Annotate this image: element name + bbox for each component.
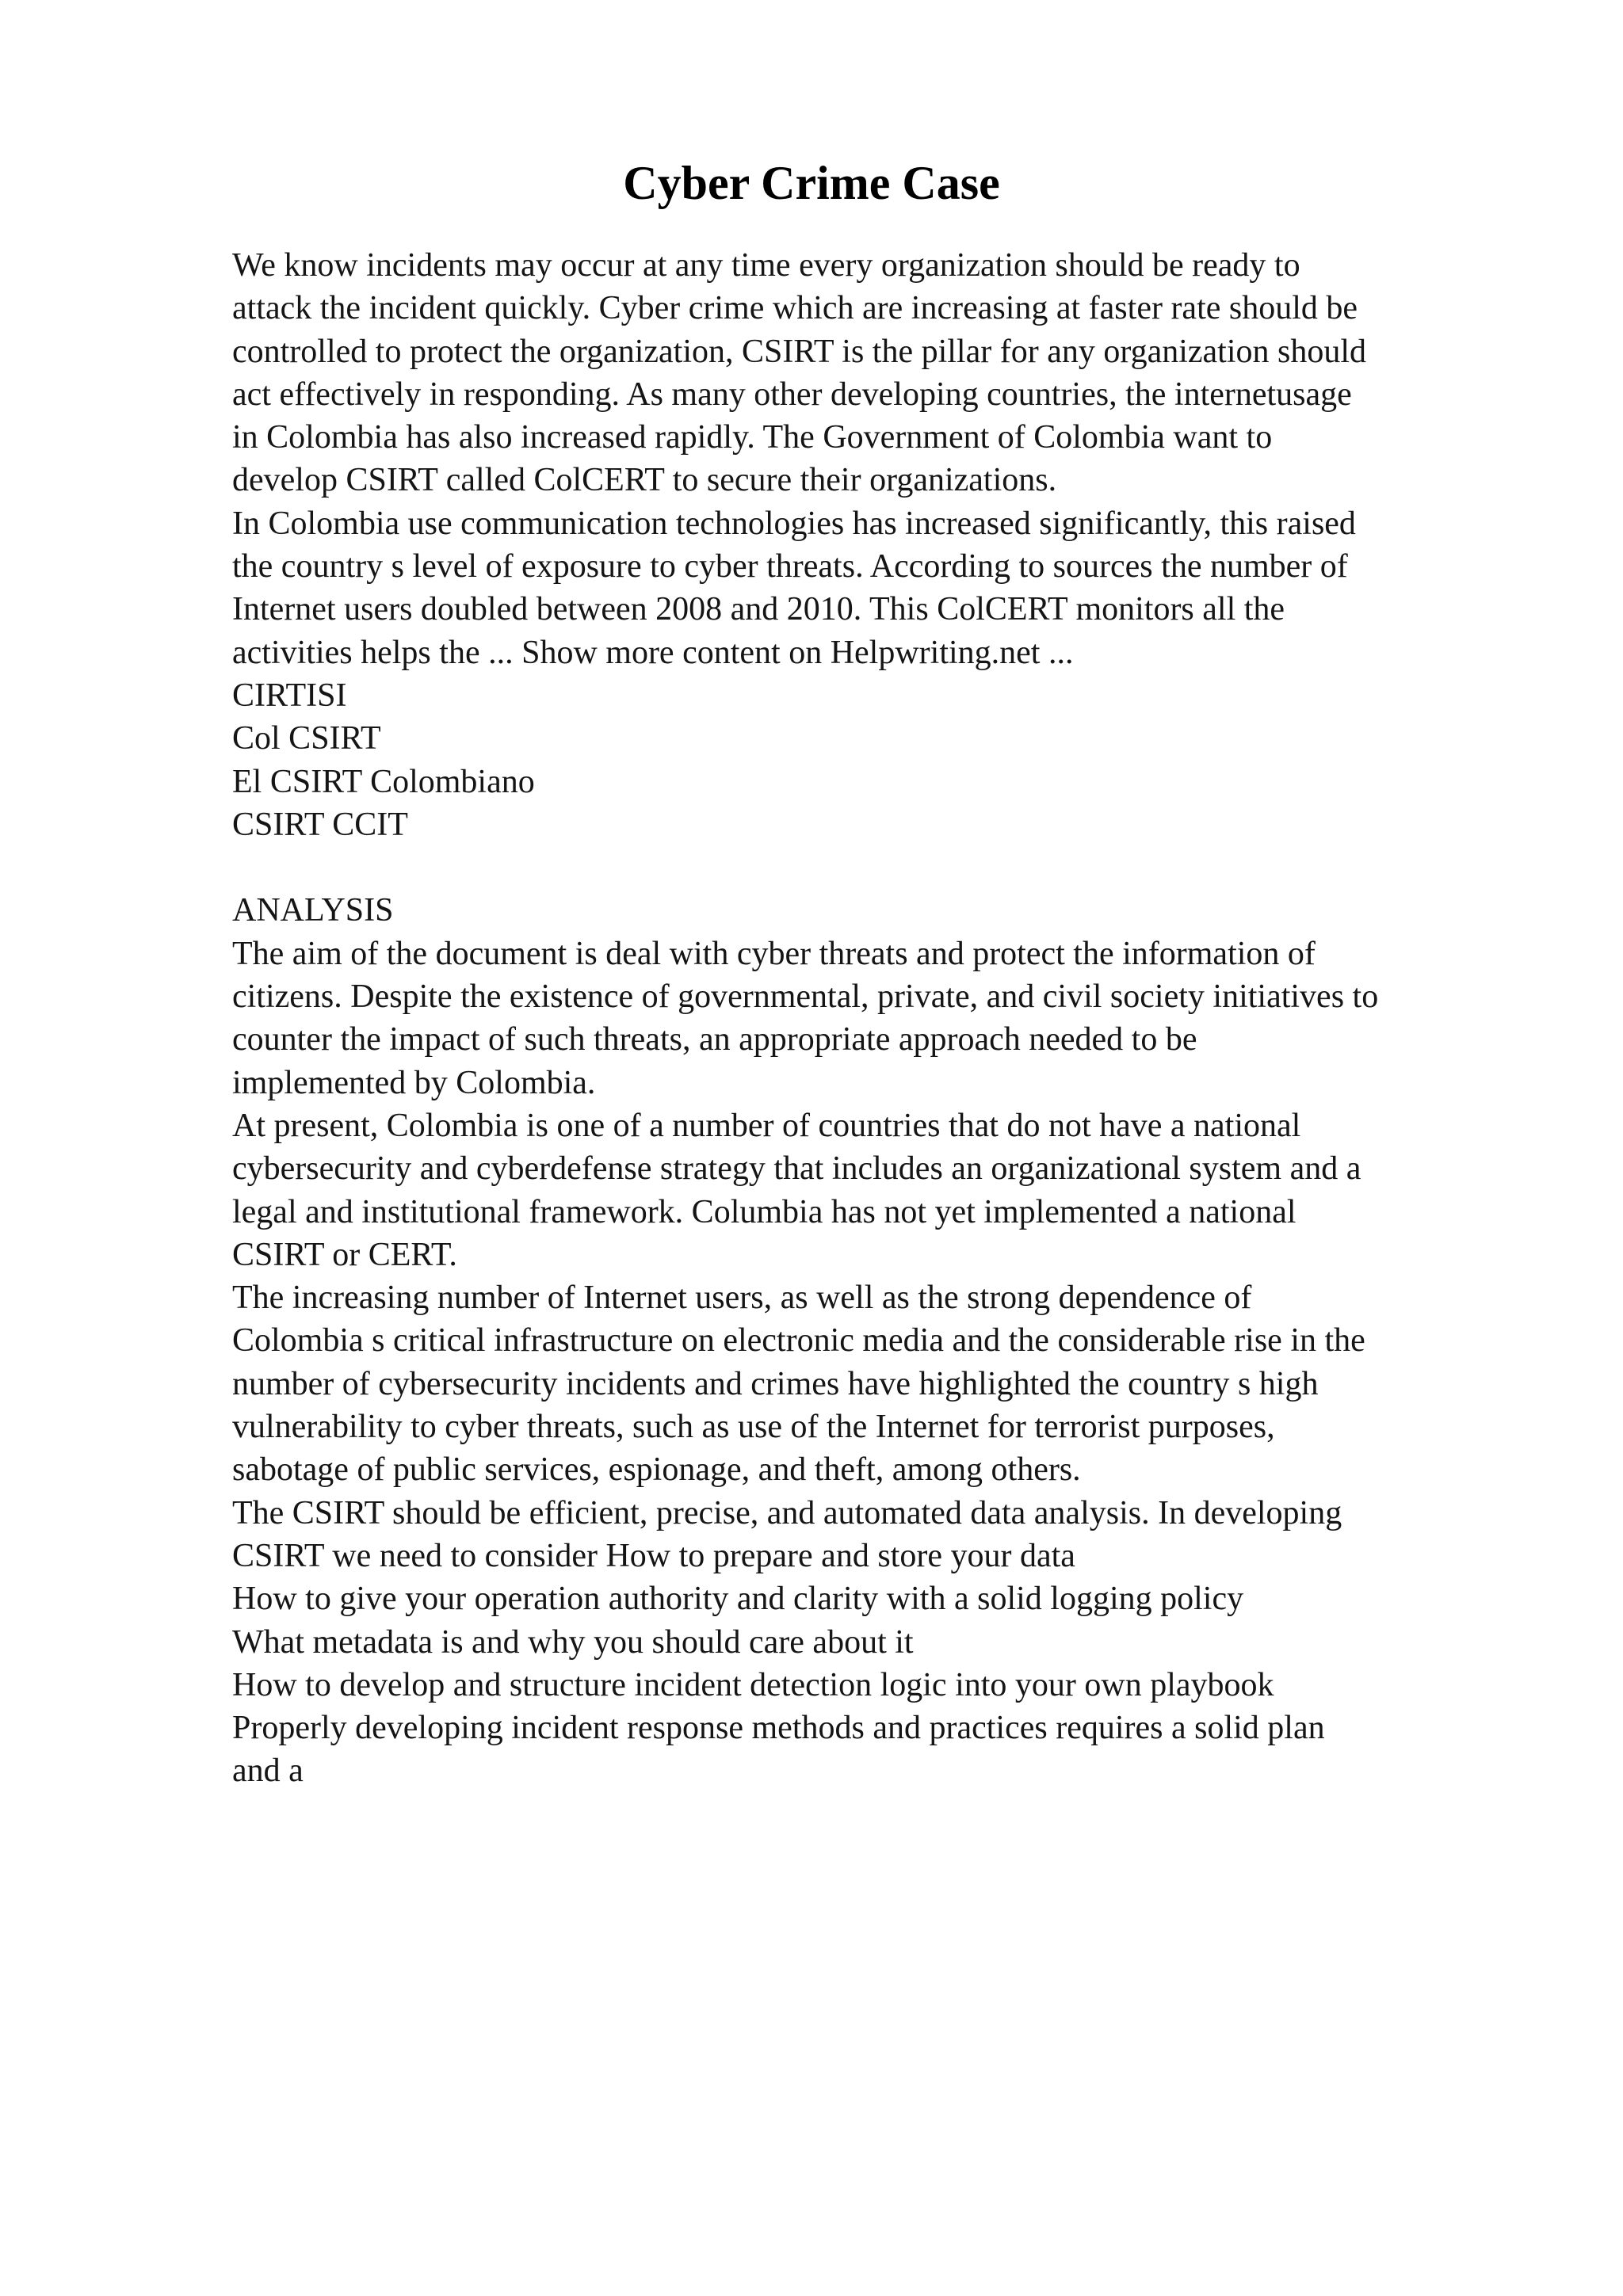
text-line: the country s level of exposure to cyber threats. According to sources the number of bbox=[232, 548, 1348, 585]
text-line: in Colombia has also increased rapidly. The Government of Colombia want to bbox=[232, 419, 1273, 456]
text-line: act effectively in responding. As many other developing countries, the internetusage bbox=[232, 376, 1352, 413]
text-line: controlled to protect the organization, CSIRT is the pillar for any organization should bbox=[232, 333, 1367, 370]
text-line: and a bbox=[232, 1753, 304, 1790]
text-line: legal and institutional framework. Columbia has not yet implemented a national bbox=[232, 1193, 1296, 1230]
text-line: What metadata is and why you should care about it bbox=[232, 1623, 914, 1661]
text-line: El CSIRT Colombiano bbox=[232, 763, 535, 800]
text-line: Colombia s critical infrastructure on electronic media and the considerable rise in the bbox=[232, 1322, 1365, 1360]
text-line: sabotage of public services, espionage, and theft, among others. bbox=[232, 1451, 1081, 1489]
text-line: CSIRT we need to consider How to prepare and store your data bbox=[232, 1537, 1075, 1574]
text-line: CSIRT CCIT bbox=[232, 806, 408, 843]
text-line: CIRTISI bbox=[232, 677, 347, 714]
text-line: activities helps the ... Show more content on Helpwriting.net ... bbox=[232, 634, 1074, 671]
text-line: implemented by Colombia. bbox=[232, 1064, 596, 1101]
document-title: Cyber Crime Case bbox=[623, 157, 1000, 209]
text-line: citizens. Despite the existence of governmental, private, and civil society initiatives to bbox=[232, 978, 1379, 1016]
text-line: The aim of the document is deal with cyber threats and protect the information of bbox=[232, 935, 1316, 972]
text-line: ANALYSIS bbox=[232, 892, 394, 929]
document-body bbox=[232, 244, 1532, 1793]
text-line: counter the impact of such threats, an appropriate approach needed to be bbox=[232, 1021, 1197, 1058]
text-line: attack the incident quickly. Cyber crime which are increasing at faster rate should be bbox=[232, 290, 1358, 327]
text-line: Col CSIRT bbox=[232, 720, 381, 757]
text-line: How to give your operation authority and clarity with a solid logging policy bbox=[232, 1581, 1244, 1618]
text-line: The CSIRT should be efficient, precise, and automated data analysis. In developing bbox=[232, 1494, 1342, 1531]
text-line: vulnerability to cyber threats, such as use of the Internet for terrorist purposes, bbox=[232, 1409, 1275, 1446]
blank-line bbox=[232, 846, 1532, 889]
text-line: At present, Colombia is one of a number of countries that do not have a national bbox=[232, 1107, 1301, 1144]
text-line: cybersecurity and cyberdefense strategy that includes an organizational system and a bbox=[232, 1150, 1361, 1188]
text-line: develop CSIRT called ColCERT to secure their organizations. bbox=[232, 462, 1057, 499]
text-line: We know incidents may occur at any time every organization should be ready to bbox=[232, 247, 1300, 284]
text-line: The increasing number of Internet users, as well as the strong dependence of bbox=[232, 1280, 1252, 1317]
text-line: CSIRT or CERT. bbox=[232, 1236, 457, 1273]
text-line: Properly developing incident response methods and practices requires a solid plan bbox=[232, 1710, 1325, 1747]
text-line: Internet users doubled between 2008 and 2010. This ColCERT monitors all the bbox=[232, 591, 1285, 628]
text-line: How to develop and structure incident detection logic into your own playbook bbox=[232, 1666, 1274, 1703]
text-line: number of cybersecurity incidents and crimes have highlighted the country s high bbox=[232, 1365, 1319, 1402]
text-line: In Colombia use communication technologies has increased significantly, this raised bbox=[232, 505, 1356, 542]
